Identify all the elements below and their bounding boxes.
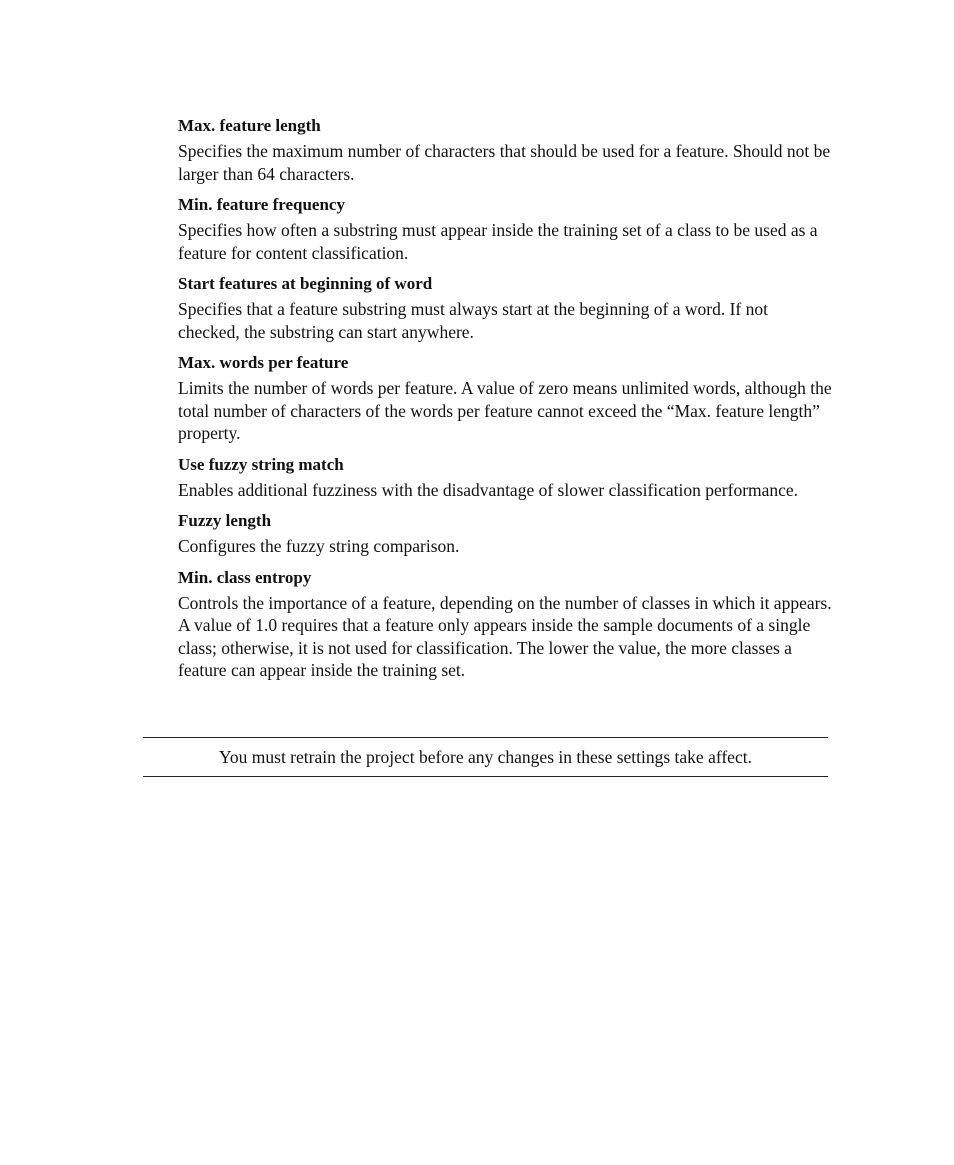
property-description: Specifies the maximum number of characters that should be used for a feature. Should not be larger than 64 characters. bbox=[178, 141, 831, 184]
property-description: Controls the importance of a feature, depending on the number of classes in which it appears. A value of 1.0 requires that a feature only appears inside the sample documents of a single class; otherwise, it is not used for classification. The lower the value, the more classes a feature can appear inside the training set. bbox=[178, 592, 832, 680]
property-use-fuzzy-string-match bbox=[178, 454, 833, 502]
property-name: Min. class entropy bbox=[178, 567, 312, 587]
retrain-note-text: You must retrain the project before any changes in these settings take affect. bbox=[219, 746, 752, 767]
property-description: Configures the fuzzy string comparison. bbox=[178, 536, 460, 556]
property-name: Min. feature frequency bbox=[178, 195, 345, 214]
property-max-feature-length bbox=[178, 115, 833, 185]
property-name: Fuzzy length bbox=[178, 511, 272, 530]
property-description: Specifies that a feature substring must always start at the beginning of a word. If not checked, the substring can start anywhere. bbox=[178, 299, 768, 342]
property-name: Start features at beginning of word bbox=[178, 274, 433, 293]
property-max-words-per-feature bbox=[178, 352, 833, 445]
property-min-feature-frequency bbox=[178, 194, 833, 264]
property-name: Use fuzzy string match bbox=[178, 454, 344, 474]
property-fuzzy-length bbox=[178, 510, 833, 558]
property-description: Specifies how often a substring must appear inside the training set of a class to be used as a feature for content classification. bbox=[178, 220, 818, 263]
retrain-note bbox=[143, 737, 828, 777]
property-name: Max. words per feature bbox=[178, 353, 349, 372]
property-min-class-entropy bbox=[178, 567, 833, 682]
property-name: Max. feature length bbox=[178, 116, 321, 135]
property-description: Enables additional fuzziness with the disadvantage of slower classification performance. bbox=[178, 479, 799, 500]
property-start-features-at-beginning-of-word bbox=[178, 273, 833, 343]
property-description: Limits the number of words per feature. A value of zero means unlimited words, although the total number of characters of the words per feature cannot exceed the “Max. feature length” property. bbox=[178, 378, 832, 443]
property-list bbox=[178, 115, 833, 691]
